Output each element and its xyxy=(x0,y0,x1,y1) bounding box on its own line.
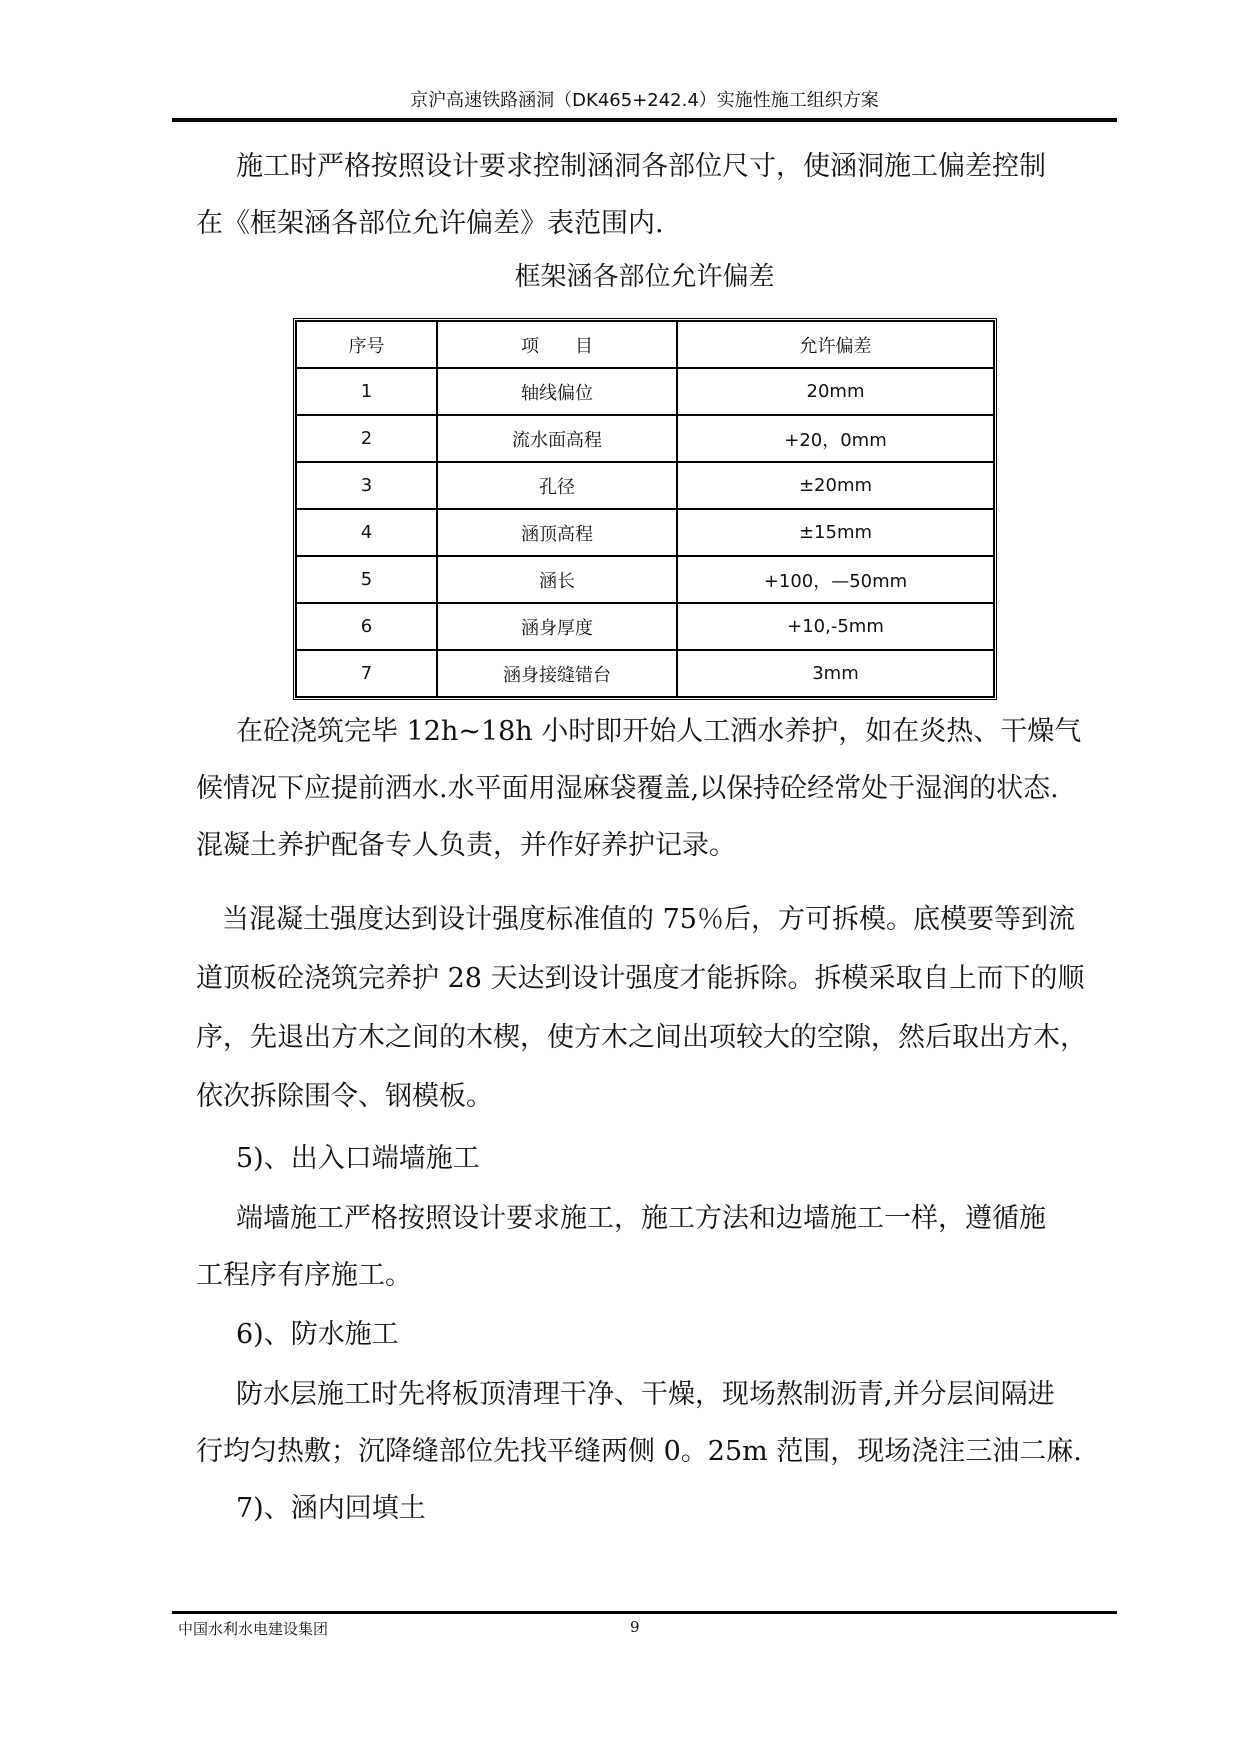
formwork-line-2: 道顶板砼浇筑完养护 28 天达到设计强度才能拆除。拆模采取自上而下的顺 xyxy=(196,963,1085,994)
col-header-index: 序号 xyxy=(296,321,437,368)
table-title: 框架涵各部位允许偏差 xyxy=(514,262,775,292)
footer-rule xyxy=(172,1611,1117,1614)
section6-heading: 6)、防水施工 xyxy=(236,1319,399,1350)
section6-line-2: 行均匀热敷；沉降缝部位先找平缝两侧 0。25m 范围，现场浇注三油二麻. xyxy=(196,1436,1082,1467)
table-header-row xyxy=(296,321,994,368)
cell-item: 涵身厚度 xyxy=(437,603,677,650)
section5-line-2: 工程序有序施工。 xyxy=(196,1260,412,1291)
header-rule xyxy=(172,118,1117,122)
table-row xyxy=(296,650,994,697)
cell-tolerance: 3mm xyxy=(677,650,994,697)
cell-tolerance: +20，0mm xyxy=(677,415,994,462)
tolerance-table xyxy=(293,318,997,700)
cell-tolerance: +10,-5mm xyxy=(677,603,994,650)
formwork-line-3: 序，先退出方木之间的木楔，使方木之间出项较大的空隙，然后取出方木， xyxy=(196,1022,1087,1053)
section5-paragraph xyxy=(196,1190,1121,1304)
col-header-item: 项 目 xyxy=(437,321,677,368)
page-number: 9 xyxy=(630,1618,640,1636)
curing-line-1: 在砼浇筑完毕 12h~18h 小时即开始人工洒水养护，如在炎热、干燥气 xyxy=(236,716,1082,747)
cell-item: 涵身接缝错台 xyxy=(437,650,677,697)
curing-line-3: 混凝土养护配备专人负责，并作好养护记录。 xyxy=(196,830,736,861)
cell-index: 1 xyxy=(296,368,437,415)
intro-paragraph xyxy=(196,138,1121,252)
footer-organization: 中国水利水电建设集团 xyxy=(178,1620,329,1638)
cell-index: 4 xyxy=(296,509,437,556)
table-row xyxy=(296,603,994,650)
cell-item: 涵长 xyxy=(437,556,677,603)
table-row xyxy=(296,556,994,603)
cell-index: 3 xyxy=(296,462,437,509)
curing-paragraph xyxy=(196,703,1121,874)
cell-index: 7 xyxy=(296,650,437,697)
formwork-paragraph xyxy=(196,890,1121,1126)
cell-index: 2 xyxy=(296,415,437,462)
formwork-line-4: 依次拆除围令、钢模板。 xyxy=(196,1081,493,1112)
cell-tolerance: 20mm xyxy=(677,368,994,415)
section5-heading: 5)、出入口端墙施工 xyxy=(236,1143,480,1174)
cell-item: 流水面高程 xyxy=(437,415,677,462)
table-row xyxy=(296,415,994,462)
curing-line-2: 候情况下应提前洒水.水平面用湿麻袋覆盖,以保持砼经常处于湿润的状态. xyxy=(196,773,1059,804)
intro-line-2: 在《框架涵各部位允许偏差》表范围内. xyxy=(196,208,664,239)
cell-index: 5 xyxy=(296,556,437,603)
cell-index: 6 xyxy=(296,603,437,650)
formwork-line-1: 当混凝土强度达到设计强度标准值的 75％后，方可拆模。底模要等到流 xyxy=(222,904,1075,935)
table-row xyxy=(296,509,994,556)
col-header-tolerance: 允许偏差 xyxy=(677,321,994,368)
section7-heading: 7)、涵内回填土 xyxy=(236,1493,426,1524)
cell-tolerance: ±15mm xyxy=(677,509,994,556)
cell-item: 轴线偏位 xyxy=(437,368,677,415)
cell-item: 孔径 xyxy=(437,462,677,509)
cell-tolerance: +100，—50mm xyxy=(677,556,994,603)
table-row xyxy=(296,462,994,509)
section6-line-1: 防水层施工时先将板顶清理干净、干燥，现场熬制沥青,并分层间隔进 xyxy=(236,1379,1055,1410)
cell-item: 涵顶高程 xyxy=(437,509,677,556)
table-row xyxy=(296,368,994,415)
section6-paragraph xyxy=(196,1366,1121,1480)
section5-line-1: 端墙施工严格按照设计要求施工，施工方法和边墙施工一样，遵循施 xyxy=(236,1203,1046,1234)
cell-tolerance: ±20mm xyxy=(677,462,994,509)
page-header-title: 京沪高速铁路涵洞（DK465+242.4）实施性施工组织方案 xyxy=(410,90,879,111)
intro-line-1: 施工时严格按照设计要求控制涵洞各部位尺寸，使涵洞施工偏差控制 xyxy=(236,151,1046,182)
